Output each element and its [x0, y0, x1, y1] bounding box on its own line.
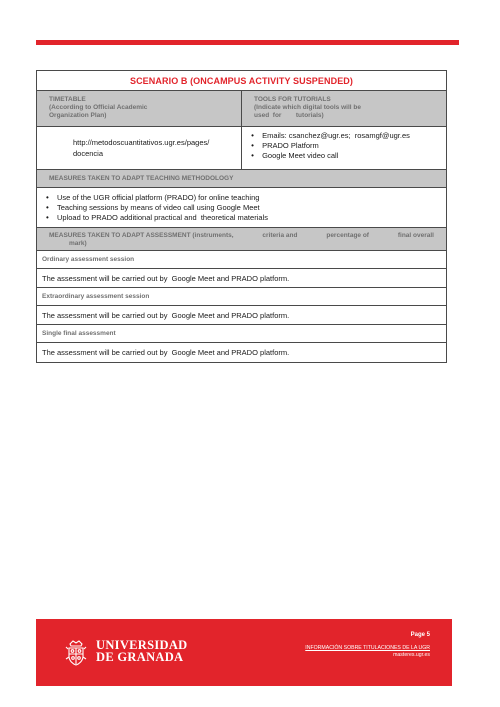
tools-subheading	[254, 104, 434, 112]
timetable-tools-content-row	[37, 127, 446, 170]
footer-info-line[interactable]: INFORMACIÓN SOBRE TITULACIONES DE LA UGR	[305, 645, 430, 651]
methodology-header: MEASURES TAKEN TO ADAPT TEACHING METHODOLOGY	[37, 170, 446, 188]
list-item: • Teaching sessions by means of video call using Google Meet	[43, 203, 438, 213]
website-link[interactable]: masteres.ugr.es	[393, 652, 430, 658]
page-footer	[36, 619, 452, 686]
tools-list-cell	[242, 127, 446, 169]
assessment-heading-line2: mark)	[69, 240, 87, 247]
tools-heading: TOOLS FOR TUTORIALS	[254, 96, 331, 103]
timetable-subheading-line2: Organization Plan)	[49, 112, 107, 119]
university-name-line2: DE GRANADA	[96, 650, 184, 664]
timetable-url-line2: docencia	[73, 149, 104, 158]
tools-list	[248, 131, 440, 161]
ordinary-session-text: The assessment will be carried out by Google Meet and PRADO platform.	[37, 269, 446, 288]
tools-sub-word: (Indicate	[254, 104, 281, 111]
timetable-sub-word: Academic	[116, 104, 148, 111]
scenario-title: SCENARIO B (ONCAMPUS ACTIVITY SUSPENDED)	[37, 71, 446, 91]
single-final-text: The assessment will be carried out by Google Meet and PRADO platform.	[42, 348, 290, 357]
timetable-sub-word: to	[85, 104, 92, 111]
university-name	[96, 639, 188, 663]
timetable-sub-word: Official	[93, 104, 116, 111]
ordinary-session-label: Ordinary assessment session	[37, 251, 446, 269]
assessment-heading-word: percentage of	[326, 232, 369, 239]
methodology-list	[43, 193, 438, 223]
extraordinary-session-text: The assessment will be carried out by Google Meet and PRADO platform.	[37, 306, 446, 325]
list-item: • PRADO Platform	[248, 141, 440, 151]
university-crest-icon	[64, 639, 88, 667]
timetable-heading: TIMETABLE	[49, 96, 86, 103]
tools-subheading-line2: used for tutorials)	[254, 112, 324, 119]
assessment-heading-word: final overall	[397, 232, 434, 239]
tools-header	[242, 91, 446, 126]
scenario-b-table	[36, 70, 447, 363]
single-final-label: Single final assessment	[37, 325, 446, 343]
list-item: • Google Meet video call	[248, 151, 440, 161]
tools-sub-word: which	[282, 104, 301, 111]
assessment-heading-word: criteria and	[262, 232, 298, 239]
timetable-url	[37, 127, 242, 169]
list-item: • Upload to PRADO additional practical and theoretical materials	[43, 213, 438, 223]
footer-info	[305, 645, 430, 659]
page-number: Page 5	[410, 632, 430, 638]
timetable-tools-header-row	[37, 91, 446, 127]
list-item: • Emails: csanchez@ugr.es; rosamgf@ugr.es	[248, 131, 440, 141]
assessment-heading-line1	[49, 232, 434, 240]
tools-sub-word: be	[353, 104, 361, 111]
tools-sub-word: tools	[323, 104, 340, 111]
top-red-rule	[36, 40, 459, 45]
university-name-line1: UNIVERSIDAD	[96, 638, 188, 652]
timetable-url-line1: http://metodoscuantitativos.ugr.es/pages/	[73, 138, 210, 147]
assessment-header	[37, 228, 446, 251]
tools-sub-word: digital	[302, 104, 322, 111]
extraordinary-session-label: Extraordinary assessment session	[37, 288, 446, 306]
list-item: • Use of the UGR official platform (PRADO) for online teaching	[43, 193, 438, 203]
timetable-header	[37, 91, 242, 126]
methodology-content	[37, 188, 446, 228]
tools-sub-word: will	[341, 104, 352, 111]
timetable-sub-word: (According	[49, 104, 84, 111]
assessment-heading-word: MEASURES TAKEN TO ADAPT ASSESSMENT (instruments,	[49, 232, 234, 239]
timetable-subheading	[49, 104, 229, 112]
